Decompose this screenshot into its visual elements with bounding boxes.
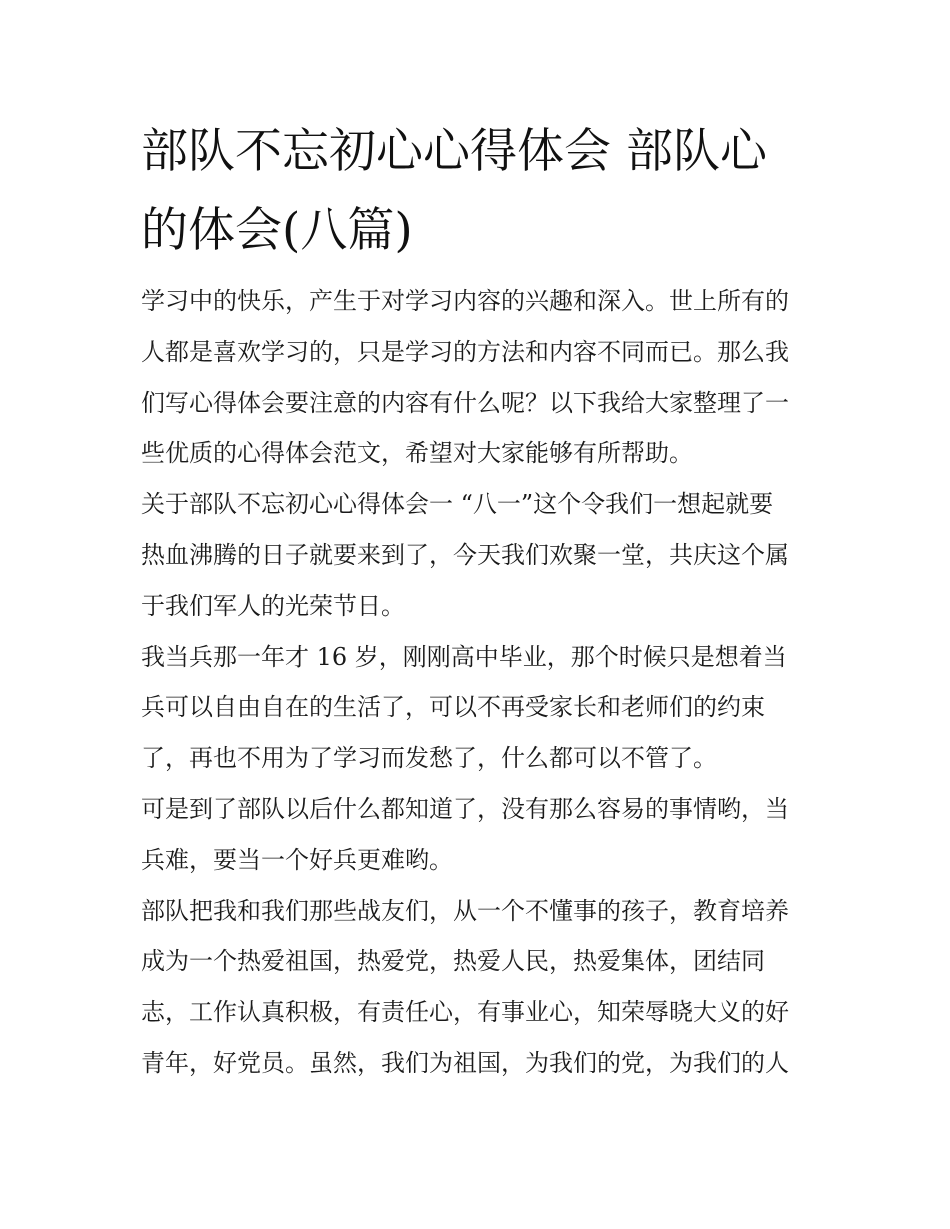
document-title xyxy=(141,112,821,270)
text-line: 志，工作认真积极，有责任心，有事业心，知荣辱晓大义的好 xyxy=(141,998,789,1027)
text-line: 于我们军人的光荣节日。 xyxy=(141,591,405,620)
text-line: 可是到了部队以后什么都知道了，没有那么容易的事情哟，当 xyxy=(141,794,789,823)
paragraph-growth xyxy=(141,886,821,1089)
text-line: 学习中的快乐，产生于对学习内容的兴趣和深入。世上所有的 xyxy=(141,287,789,315)
text-line: 些优质的心得体会范文，希望对大家能够有所帮助。 xyxy=(141,439,693,468)
paragraph-section-one xyxy=(141,479,821,631)
title-line: 的体会(八篇) xyxy=(141,203,413,258)
paragraph-hardship xyxy=(141,784,821,886)
text-line: 兵难，要当一个好兵更难哟。 xyxy=(141,845,453,874)
document-body xyxy=(141,276,821,1089)
text-line: 了，再也不用为了学习而发愁了，什么都可以不管了。 xyxy=(141,744,717,773)
text-line: 关于部队不忘初心心得体会一 “八一”这个令我们一想起就要 xyxy=(141,490,774,519)
text-line: 们写心得体会要注意的内容有什么呢？以下我给大家整理了一 xyxy=(141,388,789,417)
paragraph-intro xyxy=(141,276,821,479)
text-line: 人都是喜欢学习的，只是学习的方法和内容不同而已。那么我 xyxy=(141,337,789,366)
paragraph-enlistment xyxy=(141,632,821,784)
text-line: 成为一个热爱祖国，热爱党，热爱人民，热爱集体，团结同 xyxy=(141,947,765,976)
text-line: 我当兵那一年才 16 岁，刚刚高中毕业，那个时候只是想着当 xyxy=(141,642,787,671)
title-line: 部队不忘初心心得体会 部队心 xyxy=(141,124,767,179)
text-line: 青年，好党员。虽然，我们为祖国，为我们的党，为我们的人 xyxy=(141,1048,789,1077)
text-line: 部队把我和我们那些战友们，从一个不懂事的孩子，教育培养 xyxy=(141,896,789,925)
text-line: 兵可以自由自在的生活了，可以不再受家长和老师们的约束 xyxy=(141,693,765,722)
text-line: 热血沸腾的日子就要来到了，今天我们欢聚一堂，共庆这个属 xyxy=(141,540,789,569)
